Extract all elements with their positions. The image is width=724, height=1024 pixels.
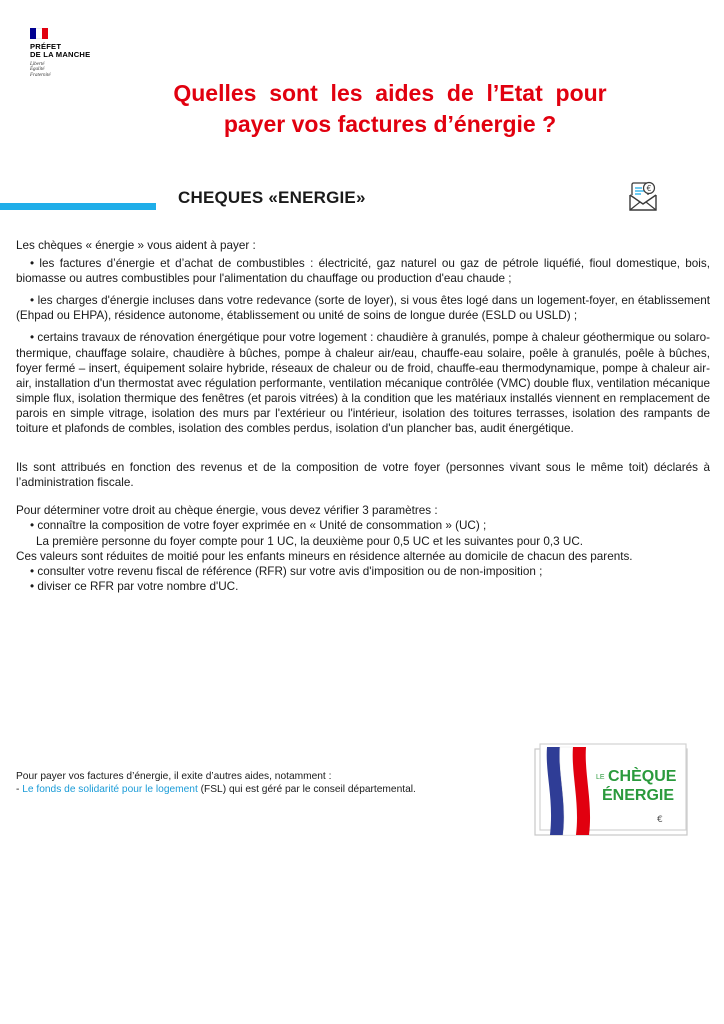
main-content [16,238,710,594]
motto-fraternite: Fraternité [30,73,51,78]
motto-liberte: Liberté [30,61,45,67]
params-intro: Pour déterminer votre droit au chèque énergie, vous devez vérifier 3 paramètres : [16,504,438,518]
logo-line2: DE LA MANCHE [30,50,91,60]
param-composition-note: Ces valeurs sont réduites de moitié pour les enfants mineurs en résidence alternée au domicile de chacun des parents. [16,549,633,563]
cheque-logo-le: LE [596,774,605,781]
bullet-charges: • les charges d'énergie incluses dans votre redevance (sorte de loyer), si vous êtes logé dans un logement-foyer, en établissement (Ehpad ou EHPA), résidence autonome, établissement ou unité de soins de longue durée (ESLD ou USLD) ; [16,294,710,323]
footer-line2 [16,783,536,796]
cheque-logo-word1: CHÈQUE [608,768,677,785]
logo-motto [30,62,140,79]
title-line2: payer vos factures d’énergie ? [223,111,557,137]
marianne-flag-icon [30,28,48,39]
envelope-euro-icon [627,181,659,213]
cheque-energie-logo [532,743,690,839]
footer-dash: - [16,784,23,796]
section-accent-bar [0,203,156,210]
param-composition-detail: La première personne du foyer compte pour 1 UC, la deuxième pour 0,5 UC et les suivantes pour 0,3 UC. [36,534,584,548]
cheque-logo-euro: € [657,815,663,825]
bullet-travaux: • certains travaux de rénovation énergétique pour votre logement : chaudière à granulés, pompe à chaleur géothermique ou solaro-thermique, chauffage solaire, chaudière à bûches, pompe à chaleur air/eau, chauffe-eau solaire, poêle à granulés, poêle à bûches, foyer fermé – insert, équipement solaire hybride, réseaux de chaleur ou de froid, chauffe-eau thermodynamique, pompe à chaleur air-air, installation d'un thermostat avec régulation performante, ventilation mécanique contrôlée (VMC) double flux, ventilation mécanique simple flux, isolation thermique des fenêtres (et parois vitrées) à la condition que les matériaux installés viennent en remplacement de parois en simple vitrage, isolation des murs par l'extérieur ou l'intérieur, isolation des toitures terrasses, isolation des rampants de toiture et plafonds de combles, isolation des combles perdus, isolation d'un plancher bas, audit énergétique. [16,331,710,436]
footer-line1: Pour payer vos factures d’énergie, il exite d’autres aides, notamment : [16,771,332,782]
attribution-text: Ils sont attribués en fonction des revenus et de la composition de votre foyer (personnes vivant sous le même toit) déclarés à l’administration fiscale. [16,461,710,490]
logo-line1: PRÉFET [30,42,62,51]
svg-text:€: € [646,183,652,193]
title-line1: Quelles sont les aides de l’Etat pour [173,80,607,106]
page-title [110,78,670,140]
prefet-logo [30,28,140,79]
intro-text: Les chèques « énergie » vous aident à payer : [16,239,256,252]
fsl-link[interactable]: Le fonds de solidarité pour le logement [22,784,198,796]
bullet-factures: • les factures d’énergie et d’achat de combustibles : électricité, gaz naturel ou gaz de pétrole liquéfié, fioul domestique, bois, biomasse ou autres combustibles pour l'alimentation du chauffage ou production d'eau chaude ; [16,257,710,286]
footer-other-aids [16,770,536,797]
cheque-logo-word2: ÉNERGIE [602,787,675,804]
section-title: CHEQUES «ENERGIE» [178,188,366,207]
motto-egalite: Égalité [30,67,45,73]
footer-line2-rest: (FSL) qui est géré par le conseil départemental. [197,784,416,796]
param-rfr: • consulter votre revenu fiscal de référence (RFR) sur votre avis d'imposition ou de non-imposition ; [16,564,710,579]
param-composition: • connaître la composition de votre foyer exprimée en « Unité de consommation » (UC) ; [16,518,710,533]
param-division: • diviser ce RFR par votre nombre d'UC. [16,579,710,594]
